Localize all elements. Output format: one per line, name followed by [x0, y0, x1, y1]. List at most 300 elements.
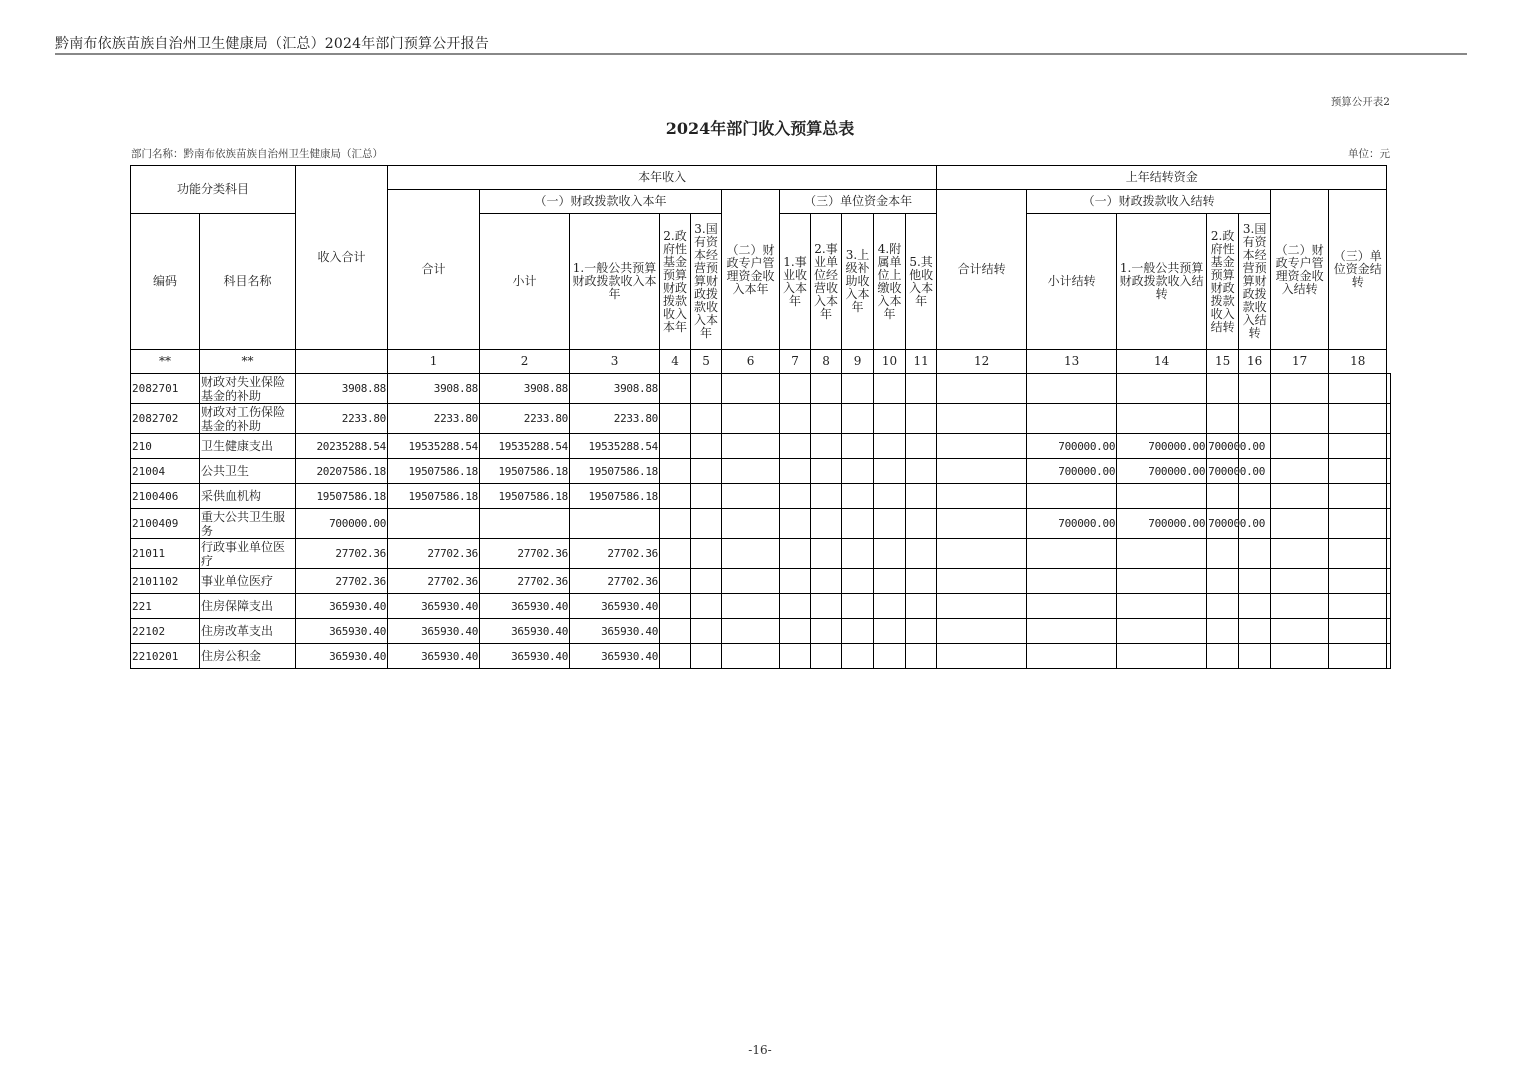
row-code: 21004 [131, 459, 200, 484]
row-value [1387, 484, 1391, 509]
row-value [937, 594, 1027, 619]
row-value [722, 374, 780, 404]
row-value [691, 484, 722, 509]
index-cell: 11 [906, 350, 937, 374]
row-value [1027, 644, 1117, 669]
row-value [874, 404, 906, 434]
row-value [1027, 374, 1117, 404]
row-value: 2233.80 [388, 404, 480, 434]
row-value [1271, 644, 1329, 669]
header-this-year: 本年收入 [388, 166, 937, 190]
row-value [874, 434, 906, 459]
row-value [1387, 509, 1391, 539]
index-cell: 16 [1239, 350, 1271, 374]
row-value [1329, 484, 1387, 509]
row-value [780, 594, 811, 619]
row-code: 210 [131, 434, 200, 459]
row-value [1271, 569, 1329, 594]
row-value [842, 619, 874, 644]
row-value [1387, 619, 1391, 644]
row-value: 700000.00 [1027, 459, 1117, 484]
row-value: 365930.40 [480, 594, 570, 619]
row-value [811, 569, 842, 594]
row-value [660, 484, 691, 509]
row-code: 2082701 [131, 374, 200, 404]
header-total-carry: 合计结转 [937, 190, 1027, 350]
row-value [1027, 484, 1117, 509]
row-value: 19507586.18 [570, 484, 660, 509]
row-value: 365930.40 [570, 644, 660, 669]
row-value [1271, 459, 1329, 484]
row-value: 3908.88 [480, 374, 570, 404]
row-value: 27702.36 [480, 569, 570, 594]
row-value [842, 509, 874, 539]
row-value [1329, 569, 1387, 594]
row-value: 2233.80 [570, 404, 660, 434]
row-value [937, 484, 1027, 509]
row-value [1207, 569, 1239, 594]
row-value [874, 594, 906, 619]
row-value [780, 484, 811, 509]
row-value [691, 404, 722, 434]
row-value [906, 484, 937, 509]
index-cell: 17 [1271, 350, 1329, 374]
row-value [811, 434, 842, 459]
row-value: 19507586.18 [480, 484, 570, 509]
table-row [131, 404, 1391, 434]
row-value: 19535288.54 [570, 434, 660, 459]
row-value: 365930.40 [296, 594, 388, 619]
row-value [842, 374, 874, 404]
row-value [780, 404, 811, 434]
row-value [1271, 374, 1329, 404]
index-cell: 3 [570, 350, 660, 374]
row-value [1329, 619, 1387, 644]
header-career-income: 1.事业收入本年 [780, 214, 811, 350]
row-value [906, 539, 937, 569]
row-value [874, 539, 906, 569]
row-value [780, 509, 811, 539]
header-other-income: 5.其他收入本年 [906, 214, 937, 350]
row-value [874, 509, 906, 539]
index-cell: 5 [691, 350, 722, 374]
row-value [722, 459, 780, 484]
row-value [1027, 404, 1117, 434]
table-number: 预算公开表2 [1330, 96, 1390, 108]
row-value [691, 644, 722, 669]
row-value: 365930.40 [388, 619, 480, 644]
row-value [937, 404, 1027, 434]
row-value [1207, 539, 1239, 569]
index-cell: 7 [780, 350, 811, 374]
header-fiscal-this-year: （一）财政拨款收入本年 [480, 190, 722, 214]
row-value [874, 459, 906, 484]
page-title: 2024年部门收入预算总表 [665, 119, 855, 138]
row-value [842, 539, 874, 569]
row-value [780, 539, 811, 569]
row-code: 21011 [131, 539, 200, 569]
row-value [906, 374, 937, 404]
header-special-account: （二）财政专户管理资金收入本年 [722, 190, 780, 350]
page-number: -16- [748, 1043, 772, 1057]
unit-label: 单位：元 [1348, 148, 1390, 160]
row-name: 住房保障支出 [200, 594, 296, 619]
index-cell: 18 [1329, 350, 1387, 374]
row-value [1117, 374, 1207, 404]
row-value [937, 434, 1027, 459]
row-name: 公共卫生 [200, 459, 296, 484]
row-value [906, 434, 937, 459]
row-code: 2100406 [131, 484, 200, 509]
row-value [1239, 619, 1271, 644]
row-value: 27702.36 [388, 539, 480, 569]
row-value [1239, 374, 1271, 404]
row-value [1207, 594, 1239, 619]
header-code: 编码 [131, 214, 200, 350]
row-name: 重大公共卫生服务 [200, 509, 296, 539]
row-value [1271, 434, 1329, 459]
table-row [131, 484, 1391, 509]
row-value: 19535288.54 [480, 434, 570, 459]
row-value [874, 374, 906, 404]
row-value [1387, 594, 1391, 619]
row-value [1117, 644, 1207, 669]
table-row [131, 594, 1391, 619]
row-value [1117, 484, 1207, 509]
row-value [811, 619, 842, 644]
row-value [722, 569, 780, 594]
row-value: 27702.36 [296, 539, 388, 569]
row-value: 365930.40 [570, 619, 660, 644]
index-cell: 14 [1117, 350, 1207, 374]
row-value [1239, 644, 1271, 669]
row-value [874, 619, 906, 644]
row-value [842, 594, 874, 619]
index-cell: 1 [388, 350, 480, 374]
row-name: 住房公积金 [200, 644, 296, 669]
row-value [660, 619, 691, 644]
row-code: 22102 [131, 619, 200, 644]
row-value [1117, 404, 1207, 434]
row-value [874, 569, 906, 594]
row-value [780, 374, 811, 404]
row-name: 事业单位医疗 [200, 569, 296, 594]
row-value: 19507586.18 [388, 459, 480, 484]
row-value: 700000.00 [296, 509, 388, 539]
row-value: 365930.40 [296, 644, 388, 669]
row-value [874, 484, 906, 509]
row-value [570, 509, 660, 539]
row-value [937, 459, 1027, 484]
row-value [1239, 569, 1271, 594]
row-value [842, 644, 874, 669]
index-cell: 9 [842, 350, 874, 374]
row-value [691, 619, 722, 644]
row-value [1271, 619, 1329, 644]
row-value [780, 459, 811, 484]
row-value [1329, 644, 1387, 669]
row-value [722, 644, 780, 669]
row-value [1207, 484, 1239, 509]
row-name: 卫生健康支出 [200, 434, 296, 459]
row-value: 20207586.18 [296, 459, 388, 484]
row-code: 2210201 [131, 644, 200, 669]
header-gov-fund: 2.政府性基金预算财政拨款收入本年 [660, 214, 691, 350]
header-unit-carry: （三）单位资金结转 [1329, 190, 1387, 350]
row-value [811, 539, 842, 569]
row-name: 财政对工伤保险基金的补助 [200, 404, 296, 434]
row-value: 700000.00 [1117, 509, 1207, 539]
table-row [131, 569, 1391, 594]
row-code: 221 [131, 594, 200, 619]
header-business-income: 2.事业单位经营收入本年 [811, 214, 842, 350]
row-value [1387, 374, 1391, 404]
index-cell: 12 [937, 350, 1027, 374]
row-value [722, 594, 780, 619]
row-value [660, 594, 691, 619]
row-value [1117, 619, 1207, 644]
row-value: 19507586.18 [480, 459, 570, 484]
row-value [811, 644, 842, 669]
row-value [660, 434, 691, 459]
row-value: 365930.40 [388, 594, 480, 619]
row-value [722, 619, 780, 644]
row-value [691, 569, 722, 594]
row-value [1027, 594, 1117, 619]
row-value: 27702.36 [388, 569, 480, 594]
index-cell: 2 [480, 350, 570, 374]
row-value: 19507586.18 [296, 484, 388, 509]
row-value: 700000.00 [1207, 434, 1239, 459]
row-value [1329, 594, 1387, 619]
row-value [811, 484, 842, 509]
row-name: 财政对失业保险基金的补助 [200, 374, 296, 404]
row-value [811, 459, 842, 484]
row-value: 20235288.54 [296, 434, 388, 459]
header-affiliated-income: 4.附属单位上缴收入本年 [874, 214, 906, 350]
row-value [660, 459, 691, 484]
row-value [1271, 484, 1329, 509]
row-value [811, 404, 842, 434]
header-divider [55, 53, 1467, 55]
row-value [1117, 569, 1207, 594]
row-value [874, 644, 906, 669]
row-value [842, 404, 874, 434]
row-value [1329, 509, 1387, 539]
table-row [131, 374, 1391, 404]
row-value [842, 434, 874, 459]
row-value [906, 569, 937, 594]
header-subtotal: 小计 [480, 214, 570, 350]
row-value [1271, 539, 1329, 569]
header-subtotal-carry: 小计结转 [1027, 214, 1117, 350]
row-value [842, 459, 874, 484]
row-value [691, 374, 722, 404]
row-value [842, 569, 874, 594]
row-name: 采供血机构 [200, 484, 296, 509]
row-value [660, 569, 691, 594]
row-value [1387, 404, 1391, 434]
header-last-year: 上年结转资金 [937, 166, 1387, 190]
table-body [131, 374, 1391, 669]
row-value [811, 374, 842, 404]
table-row [131, 509, 1391, 539]
row-value [906, 594, 937, 619]
row-code: 2082702 [131, 404, 200, 434]
row-value: 27702.36 [296, 569, 388, 594]
row-value [937, 569, 1027, 594]
row-name: 住房改革支出 [200, 619, 296, 644]
row-value [842, 484, 874, 509]
row-value: 700000.00 [1117, 434, 1207, 459]
header-income-total: 收入合计 [296, 166, 388, 350]
index-cell: ** [131, 350, 200, 374]
row-value [1239, 404, 1271, 434]
row-value [1329, 459, 1387, 484]
row-value: 19507586.18 [570, 459, 660, 484]
row-value [780, 644, 811, 669]
row-value: 27702.36 [570, 569, 660, 594]
row-value: 3908.88 [388, 374, 480, 404]
row-value: 365930.40 [480, 644, 570, 669]
row-value [722, 539, 780, 569]
row-value [1207, 374, 1239, 404]
row-value [1329, 374, 1387, 404]
table-row [131, 434, 1391, 459]
row-value: 700000.00 [1027, 434, 1117, 459]
document-header-title: 黔南布依族苗族自治州卫生健康局（汇总）2024年部门预算公开报告 [55, 36, 490, 52]
row-value [388, 509, 480, 539]
header-total: 合计 [388, 190, 480, 350]
row-name: 行政事业单位医疗 [200, 539, 296, 569]
row-value [660, 644, 691, 669]
row-value [1387, 539, 1391, 569]
row-value [1117, 594, 1207, 619]
row-value: 365930.40 [296, 619, 388, 644]
row-value [780, 619, 811, 644]
table-row [131, 619, 1391, 644]
row-value: 27702.36 [570, 539, 660, 569]
header-general-carry: 1.一般公共预算财政拨款收入结转 [1117, 214, 1207, 350]
row-value [780, 569, 811, 594]
row-value [1271, 509, 1329, 539]
row-value [691, 594, 722, 619]
row-value [691, 539, 722, 569]
row-code: 2100409 [131, 509, 200, 539]
table-row [131, 459, 1391, 484]
row-value: 700000.00 [1027, 509, 1117, 539]
row-value [811, 509, 842, 539]
row-value: 27702.36 [480, 539, 570, 569]
row-value: 365930.40 [570, 594, 660, 619]
index-cell: ** [200, 350, 296, 374]
row-value [660, 404, 691, 434]
header-name: 科目名称 [200, 214, 296, 350]
row-value [691, 459, 722, 484]
row-value [1027, 539, 1117, 569]
row-value [811, 594, 842, 619]
index-cell: 8 [811, 350, 842, 374]
row-value [660, 374, 691, 404]
row-value [937, 539, 1027, 569]
row-value [1329, 434, 1387, 459]
row-value [1207, 404, 1239, 434]
row-value [906, 404, 937, 434]
row-value [906, 644, 937, 669]
department-label: 部门名称：黔南布依族苗族自治州卫生健康局（汇总） [131, 148, 383, 160]
row-value [722, 404, 780, 434]
row-value [722, 434, 780, 459]
row-value: 700000.00 [1117, 459, 1207, 484]
row-value [722, 509, 780, 539]
header-subsidy-income: 3.上级补助收入本年 [842, 214, 874, 350]
row-value [691, 509, 722, 539]
budget-income-table [130, 165, 1391, 669]
row-value [906, 619, 937, 644]
index-cell: 4 [660, 350, 691, 374]
table-row [131, 539, 1391, 569]
row-value [906, 509, 937, 539]
index-cell: 13 [1027, 350, 1117, 374]
row-value: 19507586.18 [388, 484, 480, 509]
row-value: 700000.00 [1207, 459, 1239, 484]
row-value: 2233.80 [296, 404, 388, 434]
row-value: 3908.88 [296, 374, 388, 404]
row-value: 2233.80 [480, 404, 570, 434]
row-value [480, 509, 570, 539]
index-cell: 6 [722, 350, 780, 374]
header-func-category: 功能分类科目 [131, 166, 296, 214]
row-value [1329, 539, 1387, 569]
row-value: 3908.88 [570, 374, 660, 404]
table-row [131, 644, 1391, 669]
row-value [1387, 459, 1391, 484]
index-cell [296, 350, 388, 374]
row-value [1117, 539, 1207, 569]
row-value [722, 484, 780, 509]
row-value [660, 539, 691, 569]
row-value [1239, 539, 1271, 569]
row-value [1271, 404, 1329, 434]
row-value: 19535288.54 [388, 434, 480, 459]
row-value [1271, 594, 1329, 619]
row-value [691, 434, 722, 459]
row-value [937, 374, 1027, 404]
header-general-budget: 1.一般公共预算财政拨款收入本年 [570, 214, 660, 350]
row-value: 365930.40 [480, 619, 570, 644]
row-value [937, 619, 1027, 644]
header-special-carry: （二）财政专户管理资金收入结转 [1271, 190, 1329, 350]
row-value: 365930.40 [388, 644, 480, 669]
row-value [1207, 644, 1239, 669]
row-value [1329, 404, 1387, 434]
row-value [780, 434, 811, 459]
row-value [937, 509, 1027, 539]
header-fiscal-carry: （一）财政拨款收入结转 [1027, 190, 1271, 214]
row-code: 2101102 [131, 569, 200, 594]
row-value [937, 644, 1027, 669]
index-cell: 10 [874, 350, 906, 374]
header-state-capital: 3.国有资本经营预算财政拨款收入本年 [691, 214, 722, 350]
row-value [1207, 619, 1239, 644]
row-value [660, 509, 691, 539]
row-value [1387, 644, 1391, 669]
row-value [1027, 619, 1117, 644]
header-gov-fund-carry: 2.政府性基金预算财政拨款收入结转 [1207, 214, 1239, 350]
row-value: 700000.00 [1207, 509, 1239, 539]
row-value [1387, 434, 1391, 459]
row-value [1027, 569, 1117, 594]
